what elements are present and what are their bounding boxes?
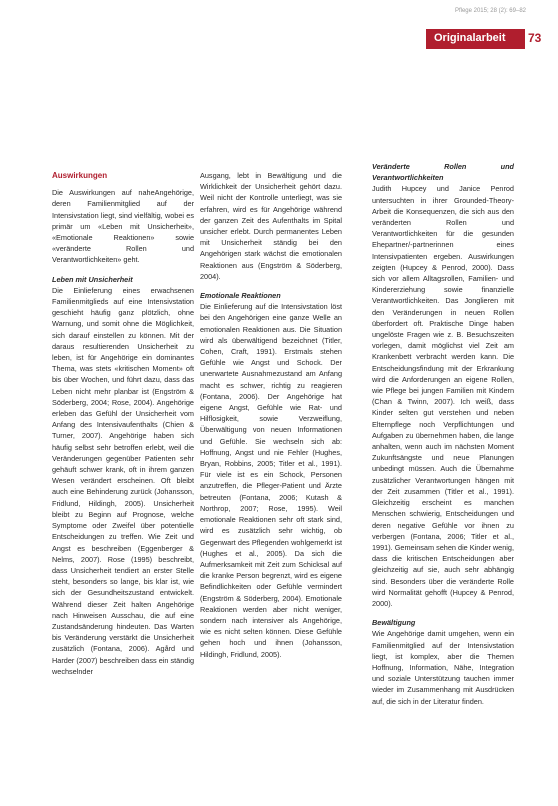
subheading-coping: Bewältigung xyxy=(372,618,416,628)
section-label: Originalarbeit xyxy=(426,29,525,49)
column-2 xyxy=(200,170,342,668)
subheading-emotional: Emotionale Reaktionen xyxy=(200,291,281,301)
section-heading: Auswirkungen xyxy=(52,171,108,180)
coping-paragraph: Wie Angehörige damit umgehen, wenn ein Familienmitglied auf der Intensivstation liegt, ist komplex, aber die Themen Hoffnung, Information, Nähe, Integration und soziale Unterstützung tauchen immer wieder im Zusammenhang mit Ausdrücken auf, die sich in der Literatur finden. xyxy=(372,629,514,706)
page-number: 73 xyxy=(528,31,542,45)
emotional-paragraph: Die Einlieferung auf die Intensivstation löst bei den Angehörigen eine ganze Welle an emotionalen Reaktionen aus. Die Situation wird als überwältigend bezeichnet (Titler, Cohen, Craft, 1991). Erstmals stehen Gefühle wie Angst und Schock. Der unerwartete Ausnahmezustand am Anfang macht es schwer, richtig zu reagieren (Fontana, 2006). Der Angehörige hat eigene Angst, Gefühle wie Rat- und Hilflosigkeit, sowie Verzweiflung, Überwältigung von neuen Informationen und Gefühle. Sie wechseln sich ab: Hoffnung, Angst und nie Fehler (Hughes, Bryan, Robbins, 2005; Titler et al., 1991). Für viele ist es ein Schock, Personen anzutreffen, die Pfleger-Patient und Ärzte betreuten (Fontana, 2006; Kutash & Northrop, 2007; Rose, 1995). Weil emotionale Reaktionen sehr oft stark sind, wird es zusätzlich sehr wichtig, ob Gegenwart des Pflegenden wohlgemerkt ist (Hughes et al., 2005). Da sich die Aufmerksamkeit mit Zeit zum Schicksal auf die kranke Person begrenzt, wird es eigene Befindlichkeiten oder Gefühle vermindert (Engström & Söderberg, 2004). Emotionale Reaktionen werden aber nicht weniger, sondern nach intensiver als Angehörige, wie es nicht selten können. Diese Gefühle gehen hoch und ihnen (Johansson, Hildingh, Fridlund, 2005). xyxy=(200,302,342,659)
running-head: Pflege 2015; 28 (2): 69–82 xyxy=(454,8,526,14)
continued-paragraph: Ausgang, lebt in Bewältigung und die Wirklichkeit der Unsicherheit gehört dazu. Weil nicht der Kontrolle unterliegt, was sie erfahren, wird es für Angehörige während der ganzen Zeit des Aufenthalts im Spital unsicher erlebt. Durch permanentes Leben mit Unsicherheit ständig bei den Angehörigen stark wächst die emotionalen Reaktionen aus (Engström & Söderberg, 2004). xyxy=(200,171,342,281)
subheading-uncertainty: Leben mit Unsicherheit xyxy=(52,274,133,284)
subheading-roles: Veränderte Rollen und Verantwortlichkeiten xyxy=(372,162,514,183)
uncertainty-paragraph: Die Einlieferung eines erwachsenen Familienmitglieds auf eine Intensivstation geschieht häufig ganz plötzlich, ohne Warnung, und somit ohne die Möglichkeit, sich darauf einstellen zu können. Mit der daraus resultierenden Unsicherheit zu leben, ist für Angehörige ein dominantes Thema, was stets «kritischen Moment» oft bis über Wochen, und führt dazu, dass das Leben nicht mehr planbar ist (Engström & Söderberg, 2004; Rose, 2004). Angehörige erleben das Gefühl der Unsicherheit vom Anfang des Intensivaufenthalts (Chien & Turner, 2007). Angehörige haben sich häufig selbst sehr betroffen erlebt, weil die Veränderungen gegenüber Patienten sehr gehäuft schwer krank, oft in ihrem ganzen Wesen verändert erscheinen. Oft bleibt auch eine Behinderung zurück (Johansson, Fridlund, Hildingh, 2005). Unsicherheit bleibt zu Beginn auf Prognose, welche Symptome oder Zweifel über potentielle Entscheidungen zu treffen. Wie Zeit und Angst es beschreiben (Eggenberger & Nelms, 2007). Rose (1995) beschreibt, dass Unsicherheit tendiert an erster Stelle steht, besonders so lange, bis klar ist, wie sich der Gesundheitszustand entwickelt. Während dieser Zeit halten Angehörige nach Hinweisen Ausschau, die auf eine Zustandsänderung hindeuten. Das Warten bis Veränderung verstärkt die Unsicherheit zusätzlich (Fontana, 2006). Agård und Harder (2007) beschreiben dass ein ständig wechselnder xyxy=(52,285,194,676)
roles-paragraph: Judith Hupcey und Janice Penrod untersuchten in ihrer Grounded-Theory-Arbeit die Konsequenzen, die sich aus den veränderten Rollen und Verantwortlichkeiten für die gesunden Ehepartner/-partnerinnen eines Intensivpatienten ergeben. Auswirkungen zeigten (Hupcey & Penrod, 2000). Dass sich vor allem Alltagsrollen, Familien- und Kindererziehung sowie finanzielle Verantwortlichkeiten. Das Jonglieren mit den Veränderungen in neuen Rollen überfordert oft. Praktische Dinge haben ungelöste Fragen wie z. B. Besuchszeiten vorlegen, damit möglichst viel Zeit am Krankenbett verbracht werden kann. Die Entscheidungsfindung mit der Erkrankung wird die Anforderungen an eigene Rollen, wie Pflege bei jungen Familien mit Kindern (Chan & Twinn, 2007). Ich weiß, dass Kinder selten gut verstehen und neben Elternpflege noch Verpflichtungen und Aufgaben zu übernehmen haben, die lange anhalten, wenn auch im nächsten Moment Zukunftsängste und neue Planungen unbedingt müssen. Auch die Übernahme zusätzlicher Verantwortungen hängen mit der Zeit zusammen (Titler et al., 1991). Gleichzeitig erscheint es manchen Menschen schwierig, Entscheidungen und deren negative Gefühle vor ihnen zu verbergen (Fontana, 2006; Titler et al., 1991). Gemeinsam sehen die Kinder wenig, dass die kritischen Entscheidungen aber gleichzeitig auf sie, auch sehr abhängig sind. Besonders über die veränderte Rolle wird Normalität gehofft (Hupcey & Penrod, 2000). xyxy=(372,184,514,608)
column-3 xyxy=(372,161,514,715)
intro-paragraph: Die Auswirkungen auf naheAngehörige, deren Familienmitglied auf der Intensivstation liegt, sind vielfältig, wobei es primär um «Leben mit Unsicherheit», «Emotionale Reaktionen» sowie «veränderte Rollen und Verantwortlichkeiten» geht. xyxy=(52,188,194,265)
column-1 xyxy=(52,170,194,685)
